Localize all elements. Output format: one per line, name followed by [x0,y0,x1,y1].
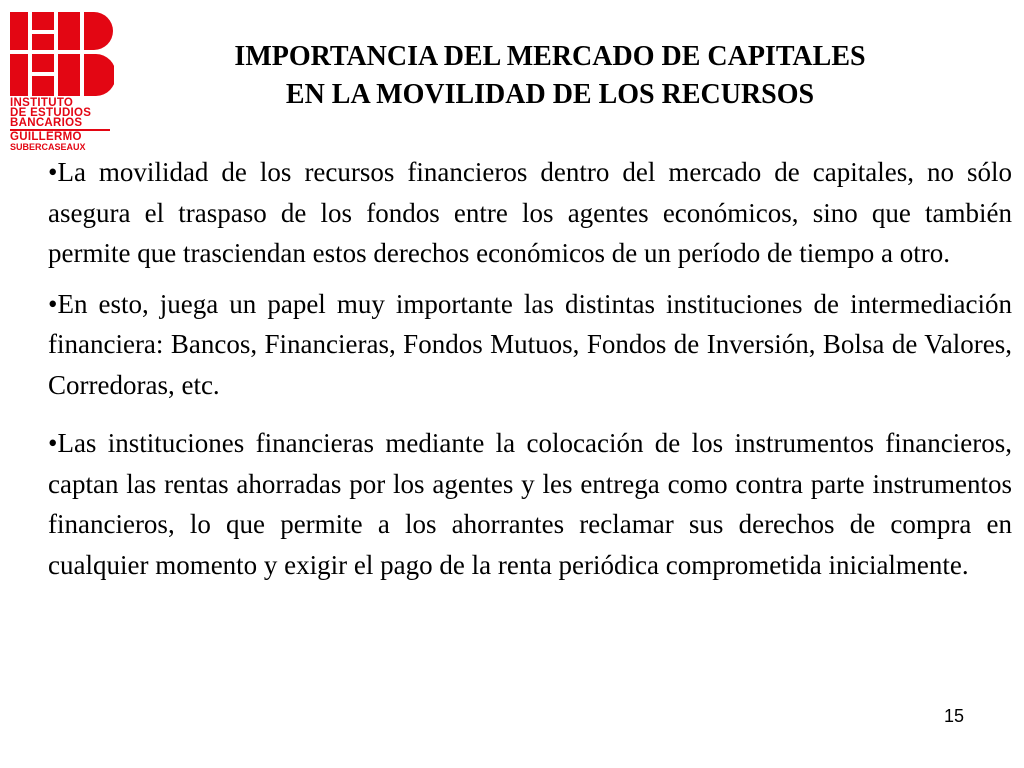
slide-title [120,38,980,114]
bullet-paragraph-2: •En esto, juega un papel muy importante las distintas instituciones de intermediación financiera: Bancos, Financieras, Fondos Mutuos, Fondos de Inversión, Bolsa de Valores, Corredoras, etc. [48,288,1012,400]
logo-line-4: GUILLERMO [10,130,82,143]
logo-line-5: SUBERCASEAUX [10,141,86,152]
slide-title-line-1: IMPORTANCIA DEL MERCADO DE CAPITALES [234,41,866,72]
ieb-logo-mark-icon [10,12,114,96]
bullet-paragraph-3: •Las instituciones financieras mediante la colocación de los instrumentos financieros, captan las rentas ahorradas por los agentes y les entrega como contra parte instrumentos financieros, lo que permite a los ahorrantes reclamar sus derechos de compra en cualquier momento y exigir el pago de la renta periódica comprometida inicialmente. [48,428,1012,580]
page-number: 15 [943,706,964,726]
slide-title-line-2: EN LA MOVILIDAD DE LOS RECURSOS [285,79,815,110]
logo-line-2: DE ESTUDIOS [10,107,92,119]
institute-logo [10,12,120,162]
bullet-paragraph-1: •La movilidad de los recursos financieros dentro del mercado de capitales, no sólo asegura el traspaso de los fondos entre los agentes económicos, sino que también permite que trasciendan estos derechos económicos de un período de tiempo a otro. [48,157,1012,268]
logo-line-1: INSTITUTO [10,97,74,109]
slide-body [48,152,1012,585]
logo-text [10,98,118,153]
logo-line-3: BANCARIOS [10,117,83,129]
